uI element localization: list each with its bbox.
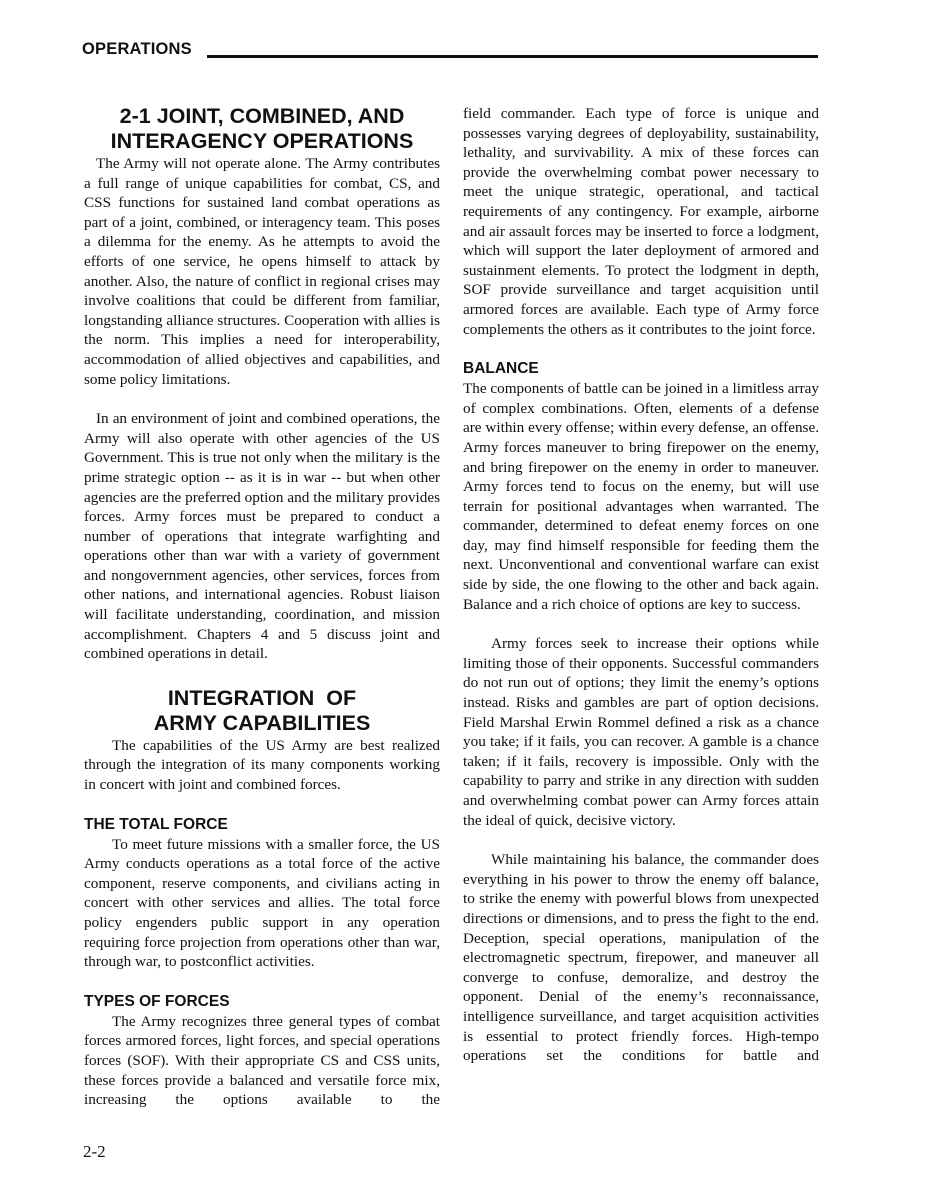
paragraph: The capabilities of the US Army are best realized through the integration of its many components working in concert with joint and combined forces. (84, 736, 440, 794)
section-title-line: ARMY CAPABILITIES (153, 710, 371, 735)
running-head: OPERATIONS (82, 40, 192, 58)
paragraph: In an environment of joint and combined operations, the Army will also operate with other agencies of the US Government. This is true not only when the military is the prime strategic option -- as it is in war -- but when other agencies are the preferred option and the military provides forces. Army forces must be prepared to conduct a number of operations that integrate warfighting and operations other than war with a variety of government and nongovernment agencies, other services, forces from other nations, and international agencies. Robust liaison will facilitate understanding, coordination, and mission accomplishment. Chapters 4 and 5 discuss joint and combined operations in detail. (84, 410, 440, 663)
section-title-integration (84, 686, 440, 736)
left-column (84, 104, 440, 1110)
paragraph: field commander. Each type of force is unique and possesses varying degrees of deployability, sustainability, lethality, and survivability. A mix of these forces can provide the overwhelming combat power necessary to meet the unique strategic, operational, and tactical requirements of any contingency. For example, airborne and air assault forces may be inserted to force a lodgment, which will support the later deployment of armored and sustainment elements. To protect the lodgment in depth, SOF provide surveillance and target acquisition until armored forces are available. Each type of Army force complements the others as it contributes to the joint force. (463, 105, 819, 338)
right-column (463, 104, 819, 1066)
paragraph: To meet future missions with a smaller force, the US Army conducts operations as a total force of the active component, reserve components, and civilians acting in concert with other services and allies. The total force policy engenders public support in any operation requiring force projection from operations other than war, through war, to postconflict activities. (84, 835, 440, 971)
paragraph: The components of battle can be joined in a limitless array of complex combinations. Often, elements of a defense are within every offense; within every defense, an offense. Army forces maneuver to bring firepower on the enemy, and bring firepower on the enemy in order to maneuver. Army forces tend to focus on the enemy, but will use terrain for positional advantages when warranted. The commander, determined to defeat enemy forces on one day, may find himself responsible for feeding them the next. Unconventional and conventional warfare can exist side by side, the one flowing to the other and back again. Balance and a rich choice of options are key to success. (463, 380, 819, 613)
section-title-line: INTEGRATION OF (167, 685, 357, 710)
section-title-line: INTERAGENCY OPERATIONS (110, 129, 414, 153)
paragraph: The Army will not operate alone. The Army contributes a full range of unique capabilities for combat, CS, and CSS functions for sustained land combat operations as part of a joint, combined, or interagency team. This poses a dilemma for the enemy. As he attempts to avoid the efforts of one service, he opens himself to attack by another. Also, the nature of conflict in regional crises may involve coalitions that could be different from familiar, longstanding alliance structures. Cooperation with allies is the norm. This implies a need for interoperability, accommodation of allied objectives and capabilities, and some policy limitations. (84, 155, 440, 388)
subheading-total-force: THE TOTAL FORCE (84, 815, 228, 833)
subheading-balance: BALANCE (463, 360, 539, 378)
section-title-line: 2-1 JOINT, COMBINED, AND (119, 104, 405, 128)
paragraph: The Army recognizes three general types of combat forces armored forces, light forces, and special operations forces (SOF). With their appropriate CS and CSS units, these forces provide a balanced and versatile force mix, increasing the options available to the (84, 1012, 440, 1109)
header-rule (207, 55, 818, 58)
section-title-joint-operations (84, 104, 440, 154)
subheading-types-of-forces: TYPES OF FORCES (84, 992, 230, 1010)
paragraph: Army forces seek to increase their options while limiting those of their opponents. Successful commanders do not run out of options; they limit the enemy’s options instead. Risks and gambles are part of option decisions. Field Marshal Erwin Rommel defined a risk as a chance you take; if it fails, you can recover. A gamble is a chance taken; if it fails, recovery is impossible. Only with the capability to parry and strike in any direction with sudden and overwhelming combat power can Army forces attain the ideal of quick, decisive victory. (463, 635, 819, 829)
paragraph: While maintaining his balance, the commander does everything in his power to throw the enemy off balance, to strike the enemy with powerful blows from unexpected directions or dimensions, and to press the fight to the end. Deception, special operations, manipulation of the electromagnetic spectrum, firepower, and maneuver all converge to confuse, demoralize, and destroy the opponent. Denial of the enemy’s reconnaissance, intelligence surveillance, and target acquisition activities is essential to protect friendly forces. High-tempo operations set the conditions for battle and (463, 851, 819, 1065)
page-number: 2-2 (83, 1142, 106, 1161)
